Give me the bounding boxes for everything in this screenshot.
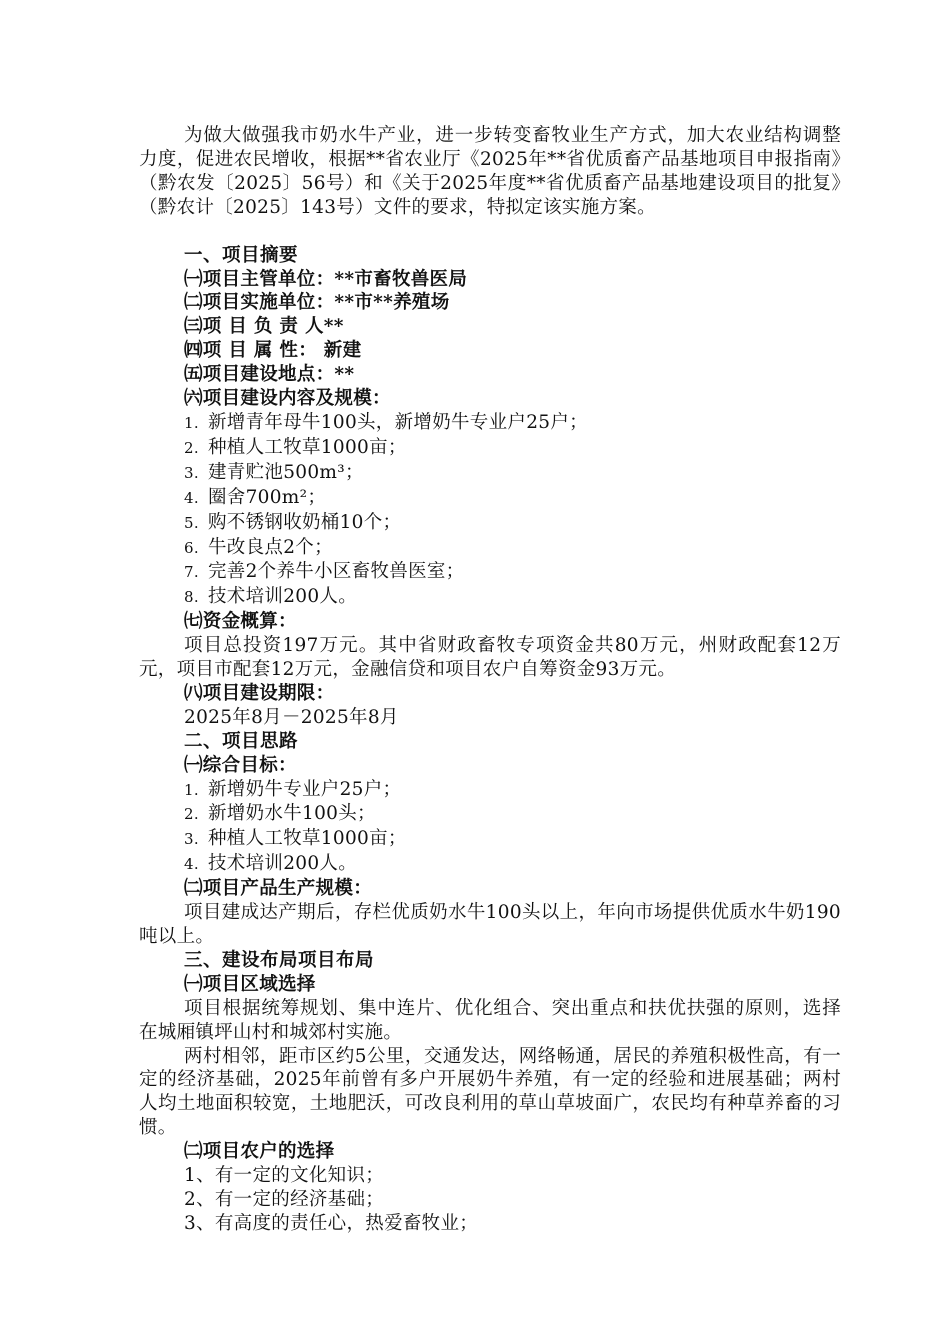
list-item: 2. 新增奶水牛100头； [184,803,376,825]
intro-paragraph: 为做大做强我市奶水牛产业，进一步转变畜牧业生产方式，加大农业结构调整力度，促进农民增收，根据**省农业厅《2025年**省优质畜产品基地项目申报指南》（黔农发〔2025〕56号）和《关于2025年度**省优质畜产品基地建设项目的批复》（黔农计〔2025〕143号）文件的要求，特拟定该实施方案。 [139,125,841,218]
fund-heading: ㈦资金概算： [184,611,297,633]
farmer-selection-heading: ㈡项目农户的选择 [184,1141,335,1163]
construction-content-heading: ㈥项目建设内容及规模： [184,388,391,410]
supervisor-unit: ㈠项目主管单位：**市畜牧兽医局 [184,268,468,290]
section-2-title: 二、项目思路 [184,730,299,752]
list-item: 1. 新增奶牛专业户25户； [184,778,402,800]
list-item: 4. 技术培训200人。 [184,853,358,875]
list-item: 7. 完善2个养牛小区畜牧兽医室； [184,561,465,583]
section-3-title: 三、建设布局项目布局 [184,949,375,971]
production-scale-heading: ㈡项目产品生产规模： [184,878,373,900]
region-paragraph-1: 项目根据统筹规划、集中连片、优化组合、突出重点和扶优扶强的原则，选择在城厢镇坪山村和城郊村实施。 [139,997,841,1043]
fund-paragraph: 项目总投资197万元。其中省财政畜牧专项资金共80万元，州财政配套12万元，项目市配套12万元，金融信贷和项目农户自筹资金93万元。 [139,635,841,681]
region-selection-heading: ㈠项目区域选择 [184,973,316,995]
region-paragraph-2: 两村相邻，距市区约5公里，交通发达，网络畅通，居民的养殖积极性高，有一定的经济基础，2025年前曾有多户开展奶牛养殖，有一定的经验和进展基础；两村人均土地面积较宽，土地肥沃，可改良利用的草山草坡面广，农民均有种草养畜的习惯。 [139,1045,841,1139]
list-item: 5. 购不锈钢收奶桶10个； [184,511,402,533]
list-item: 3. 种植人工牧草1000亩； [184,828,407,850]
list-item: 3. 建青贮池500m³； [184,461,364,483]
period-heading: ㈧项目建设期限： [184,682,335,704]
spacer [139,220,841,244]
section-1-title: 一、项目摘要 [184,244,299,266]
list-item: 8. 技术培训200人。 [184,586,358,608]
production-scale-paragraph: 项目建成达产期后，存栏优质奶水牛100头以上，年向市场提供优质水牛奶190吨以上。 [139,902,841,947]
list-item: 4. 圈舍700m²； [184,486,327,508]
project-location: ㈤项目建设地点：** [184,364,355,386]
implementing-unit: ㈡项目实施单位：**市**养殖场 [184,292,450,314]
project-leader: ㈢项 目 负 责 人** [184,316,344,338]
list-item: 2. 种植人工牧草1000亩； [184,436,407,458]
list-item: 2、有一定的经济基础； [184,1188,385,1210]
list-item: 6. 牛改良点2个； [184,536,333,558]
list-item: 3、有高度的责任心，热爱畜牧业； [184,1212,479,1234]
period-text: 2025年8月－2025年8月 [184,706,399,728]
list-item: 1、有一定的文化知识； [184,1165,385,1187]
document-page [139,124,841,1236]
overall-goal-heading: ㈠综合目标： [184,754,297,776]
list-item: 1. 新增青年母牛100头，新增奶牛专业户25户； [184,411,588,433]
project-nature: ㈣项 目 属 性： 新建 [184,340,362,362]
